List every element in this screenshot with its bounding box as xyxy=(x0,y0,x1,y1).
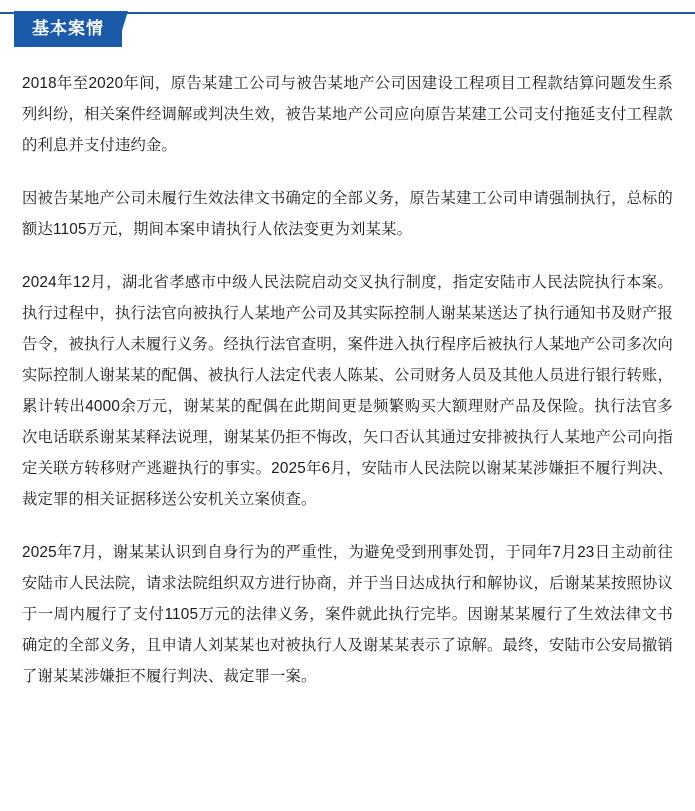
paragraph: 2018年至2020年间，原告某建工公司与被告某地产公司因建设工程项目工程款结算问题发生系列纠纷，相关案件经调解或判决生效，被告某地产公司应向原告某建工公司支付拖延支付工程款的利息并支付违约金。 xyxy=(22,75,673,154)
header-tab-accent-shape xyxy=(117,11,128,47)
case-body xyxy=(0,62,695,692)
section-header xyxy=(0,0,695,62)
paragraph: 2024年12月，湖北省孝感市中级人民法院启动交叉执行制度，指定安陆市人民法院执行本案。执行过程中，执行法官向被执行人某地产公司及其实际控制人谢某某送达了执行通知书及财产报告令，被执行人未履行义务。经执行法官查明，案件进入执行程序后被执行人某地产公司多次向实际控制人谢某某的配偶、被执行人法定代表人陈某、公司财务人员及其他人员进行银行转账，累计转出4000余万元，谢某某的配偶在此期间更是频繁购买大额理财产品及保险。执行法官多次电话联系谢某某释法说理，谢某某仍拒不悔改，矢口否认其通过安排被执行人某地产公司向指定关联方转移财产逃避执行的事实。2025年6月，安陆市人民法院以谢某某涉嫌拒不履行判决、裁定罪的相关证据移送公安机关立案侦查。 xyxy=(22,274,673,508)
paragraph: 因被告某地产公司未履行生效法律文书确定的全部义务，原告某建工公司申请强制执行，总标的额达1105万元，期间本案申请执行人依法变更为刘某某。 xyxy=(22,190,673,238)
paragraph: 2025年7月，谢某某认识到自身行为的严重性，为避免受到刑事处罚，于同年7月23日主动前往安陆市人民法院，请求法院组织双方进行协商，并于当日达成执行和解协议，后谢某某按照协议于一周内履行了支付1105万元的法律义务，案件就此执行完毕。因谢某某履行了生效法律文书确定的全部义务，且申请人刘某某也对被执行人及谢某某表示了谅解。最终，安陆市公安局撤销了谢某某涉嫌拒不履行判决、裁定罪一案。 xyxy=(22,544,673,685)
section-title: 基本案情 xyxy=(14,11,122,47)
